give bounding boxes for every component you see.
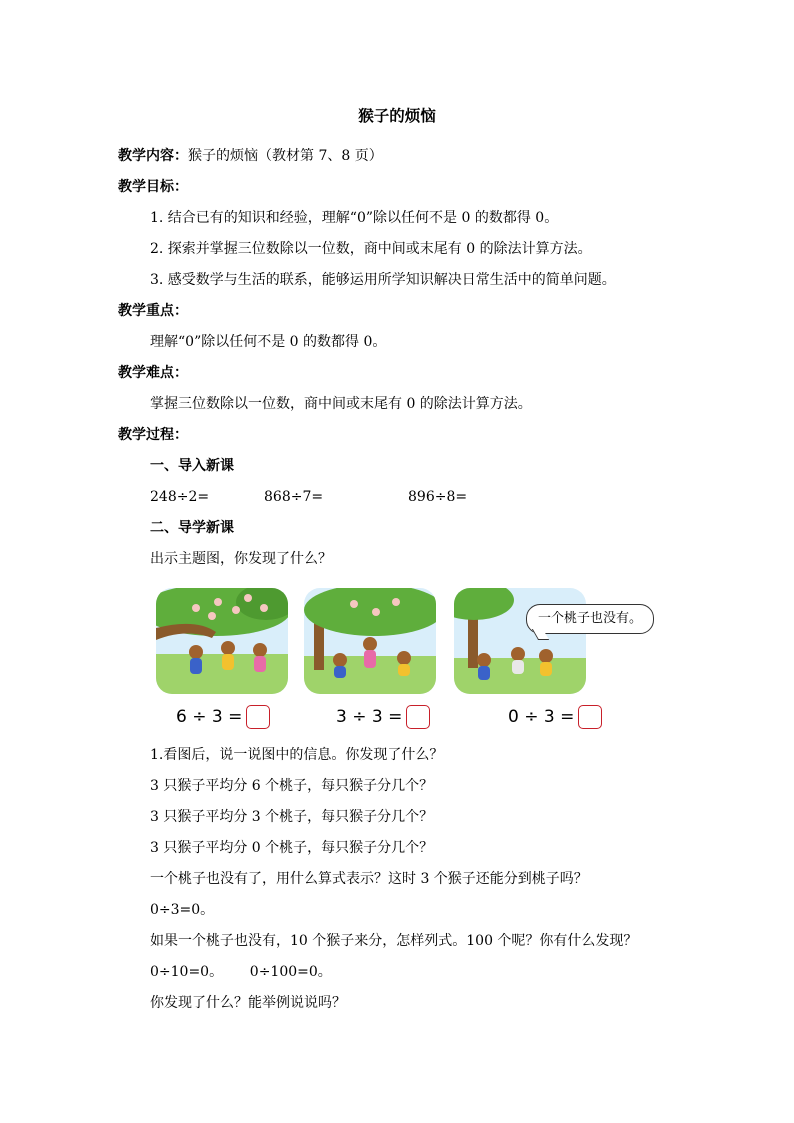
question-line: 1.看图后，说一说图中的信息。你发现了什么？	[150, 747, 444, 763]
difficulty-text: 掌握三位数除以一位数，商中间或末尾有 0 的除法计算方法。	[150, 396, 532, 412]
equation-1	[176, 705, 270, 729]
warmup-problem: 248÷2=	[150, 489, 210, 505]
teaching-content-text: 猴子的烦恼（教材第 7、8 页）	[188, 148, 383, 164]
equation-text: 3 ÷ 3 =	[336, 707, 403, 727]
goal-item: 2. 探索并掌握三位数除以一位数，商中间或末尾有 0 的除法计算方法。	[150, 241, 592, 257]
goal-item: 3. 感受数学与生活的联系，能够运用所学知识解决日常生活中的简单问题。	[150, 272, 616, 288]
answer-box	[406, 705, 430, 729]
teaching-goals-label: 教学目标：	[118, 179, 188, 195]
process-label: 教学过程：	[118, 427, 188, 443]
warmup-problem: 868÷7=	[264, 489, 324, 505]
difficulty-label: 教学难点：	[118, 365, 188, 381]
answer-box	[246, 705, 270, 729]
key-point-text: 理解“0”除以任何不是 0 的数都得 0。	[150, 334, 387, 350]
question-line: 3 只猴子平均分 0 个桃子，每只猴子分几个？	[150, 840, 434, 856]
question-line: 如果一个桃子也没有，10 个猴子来分，怎样列式。100 个呢？你有什么发现？	[150, 933, 638, 949]
question-line: 你发现了什么？能举例说说吗？	[150, 995, 346, 1011]
question-line: 0÷10=0。 0÷100=0。	[150, 964, 332, 980]
figure-prompt: 出示主题图，你发现了什么？	[150, 551, 332, 567]
question-line: 0÷3=0。	[150, 902, 215, 918]
equation-text: 0 ÷ 3 =	[508, 707, 575, 727]
goal-item: 1. 结合已有的知识和经验，理解“0”除以任何不是 0 的数都得 0。	[150, 210, 559, 226]
answer-box	[578, 705, 602, 729]
warmup-problem: 896÷8=	[408, 489, 468, 505]
monkey-scene-1	[156, 588, 288, 694]
question-line: 3 只猴子平均分 6 个桃子，每只猴子分几个？	[150, 778, 434, 794]
question-line: 3 只猴子平均分 3 个桃子，每只猴子分几个？	[150, 809, 434, 825]
teaching-content-label: 教学内容：	[118, 148, 188, 164]
speech-bubble: 一个桃子也没有。	[526, 604, 654, 634]
equation-3	[508, 705, 602, 729]
equation-2	[336, 705, 430, 729]
question-line: 一个桃子也没有了，用什么算式表示？这时 3 个猴子还能分到桃子吗？	[150, 871, 588, 887]
teaching-content-row	[118, 146, 383, 166]
section-heading-intro: 一、导入新课	[150, 458, 234, 474]
section-heading-new-lesson: 二、导学新课	[150, 520, 234, 536]
key-point-label: 教学重点：	[118, 303, 188, 319]
monkey-scene-2	[304, 588, 436, 694]
equation-text: 6 ÷ 3 =	[176, 707, 243, 727]
page-title: 猴子的烦恼	[358, 106, 436, 125]
